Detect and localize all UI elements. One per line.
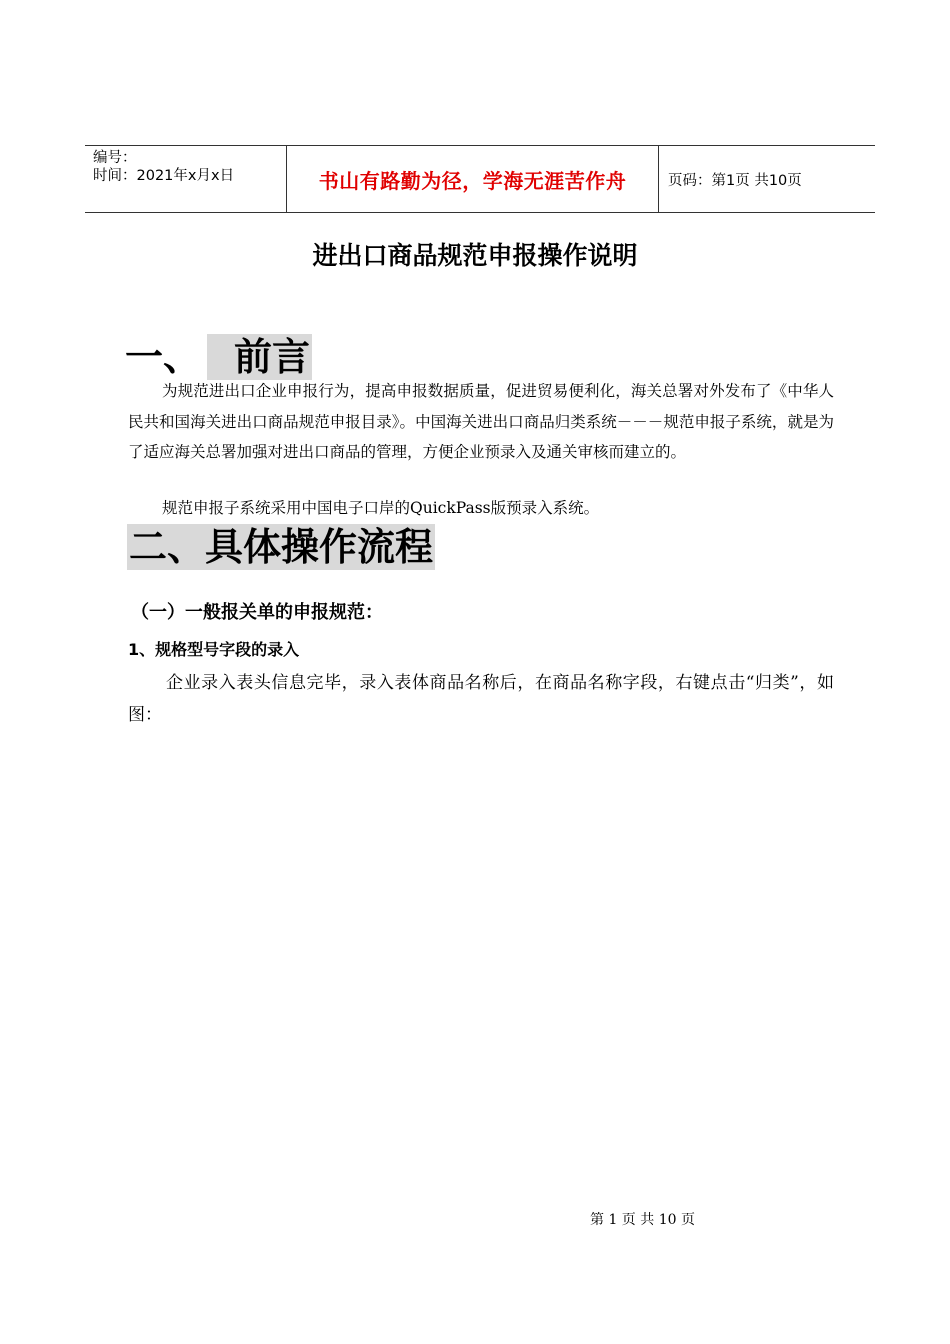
section-1-number: 一、	[125, 335, 202, 379]
section-2-heading: 二、具体操作流程	[129, 525, 434, 569]
page-code: 页码：第1页 共10页	[668, 172, 802, 189]
header-motto-cell	[286, 146, 659, 212]
document-title: 进出口商品规范申报操作说明	[312, 241, 638, 270]
item-heading: 1、规格型号字段的录入	[128, 640, 300, 659]
motto-text: 书山有路勤为径，学海无涯苦作舟	[318, 168, 627, 193]
preface-paragraph: 为规范进出口企业申报行为，提高申报数据质量，促进贸易便利化，海关总署对外发布了《中华人民共和国海关进出口商品规范申报目录》。中国海关进出口商品归类系统－－－规范申报子系统，就是为了适应海关总署加强对进出口商品的管理，方便企业预录入及通关审核而建立的。	[128, 382, 834, 461]
header-page-cell	[659, 146, 875, 212]
time-label: 时间：2021年x月x日	[93, 168, 235, 184]
header-info-cell	[85, 146, 286, 212]
number-label: 编号：	[93, 150, 137, 166]
quickpass-paragraph: 规范申报子系统采用中国电子口岸的QuickPass版预录入系统。	[162, 499, 600, 517]
section-1-title: 前言	[207, 334, 312, 380]
section-1-heading	[125, 334, 312, 380]
page-footer: 第 1 页 共 10 页	[590, 1212, 695, 1228]
header-table	[85, 145, 875, 213]
instruction-paragraph: 企业录入表头信息完毕，录入表体商品名称后，在商品名称字段，右键点击“归类”，如图：	[128, 673, 834, 725]
subsection-heading: （一）一般报关单的申报规范：	[131, 602, 383, 623]
